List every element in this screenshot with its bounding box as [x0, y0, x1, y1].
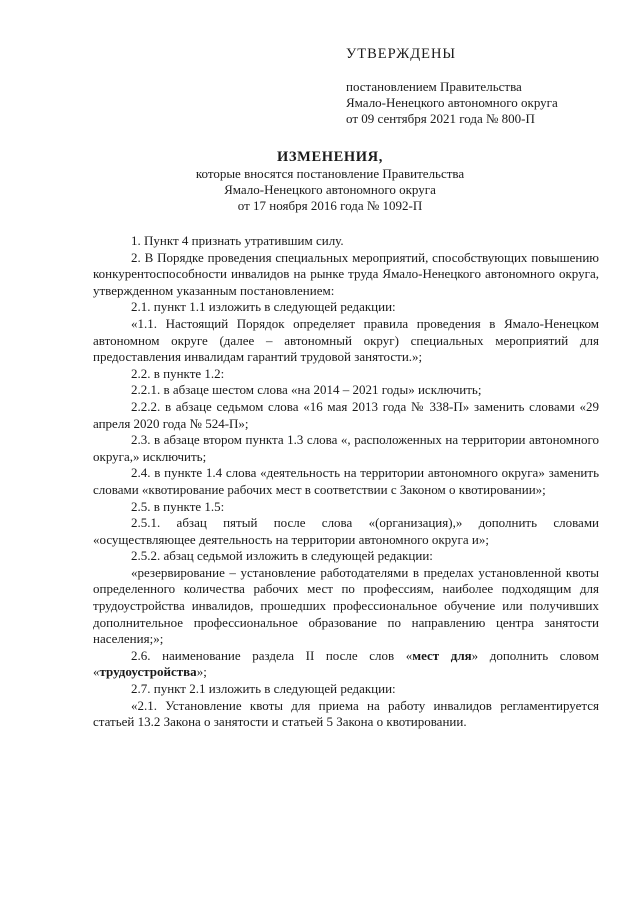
p26-text-a: 2.6. наименование раздела II после слов «: [131, 647, 413, 663]
approval-block: [346, 79, 558, 127]
document-heading: [0, 148, 640, 214]
paragraph-2-5-2: 2.5.2. абзац седьмой изложить в следующей редакции:: [131, 548, 433, 564]
paragraph-2: 2. В Порядке проведения специальных мероприятий, способствующих повышению конкурентоспособности инвалидов на рынке труда Ямало-Ненецкого автономного округа, утвержденном указанным постановлением:: [93, 249, 599, 298]
paragraph-2-2: 2.2. в пункте 1.2:: [131, 365, 225, 381]
heading-title: ИЗМЕНЕНИЯ,: [277, 149, 383, 165]
document-body: [93, 233, 599, 731]
paragraph-2-1-quote: «1.1. Настоящий Порядок определяет правила проведения в Ямало-Ненецком автономном округе (далее – автономный округ) специальных мероприятий для предоставления инвалидам гарантий трудовой занятости.»;: [93, 315, 599, 365]
approval-title: УТВЕРЖДЕНЫ: [346, 46, 457, 62]
heading-line: от 17 ноября 2016 года № 1092-П: [237, 198, 423, 213]
approval-line: постановлением Правительства: [346, 79, 522, 94]
p26-bold-a: мест для: [412, 647, 472, 663]
p26-text-e: »;: [196, 664, 207, 680]
paragraph-2-2-2: 2.2.2. в абзаце седьмом слова «16 мая 2013 года № 338-П» заменить словами «29 апреля 2020 года № 524-П»;: [93, 398, 599, 431]
paragraph-2-7-quote: «2.1. Установление квоты для приема на работу инвалидов регламентируется статьей 13.2 Закона о занятости и статьей 5 Закона о квотировании.: [93, 697, 599, 730]
paragraph-2-5: 2.5. в пункте 1.5:: [131, 498, 225, 514]
paragraph-2-5-2-quote: «резервирование – установление работодателями в пределах установленной квоты определенного количества рабочих мест по профессиям, наиболее подходящим для трудоустройства инвалидов, прошедших профессиональное обучение или получивших дополнительное профессиональное образование по направлению центра занятости населения;»;: [93, 564, 599, 647]
paragraph-2-7: 2.7. пункт 2.1 изложить в следующей редакции:: [131, 681, 396, 697]
paragraph-2-3: 2.3. в абзаце втором пункта 1.3 слова «, расположенных на территории автономного округа,» исключить;: [93, 432, 599, 464]
paragraph-2-6: [93, 648, 599, 681]
heading-line: Ямало-Ненецкого автономного округа: [224, 182, 436, 197]
paragraph-2-5-1: 2.5.1. абзац пятый после слова «(организация),» дополнить словами «осуществляющее деятельность на территории автономного округа и»;: [93, 515, 599, 547]
paragraph-2-1: 2.1. пункт 1.1 изложить в следующей редакции:: [131, 299, 396, 315]
paragraph-1: 1. Пункт 4 признать утратившим силу.: [131, 233, 344, 248]
heading-line: которые вносятся постановление Правительства: [195, 166, 465, 181]
paragraph-2-4: 2.4. в пункте 1.4 слова «деятельность на территории автономного округа» заменить словами «квотирование рабочих мест в соответствии с Законом о квотировании»;: [93, 465, 599, 497]
p26-text-c: » дополнить словом «: [93, 647, 600, 680]
p26-bold-d: трудоустройства: [99, 664, 197, 680]
approval-line: от 09 сентября 2021 года № 800-П: [346, 111, 535, 126]
approval-line: Ямало-Ненецкого автономного округа: [346, 95, 558, 110]
paragraph-2-2-1: 2.2.1. в абзаце шестом слова «на 2014 – 2021 годы» исключить;: [131, 382, 482, 398]
